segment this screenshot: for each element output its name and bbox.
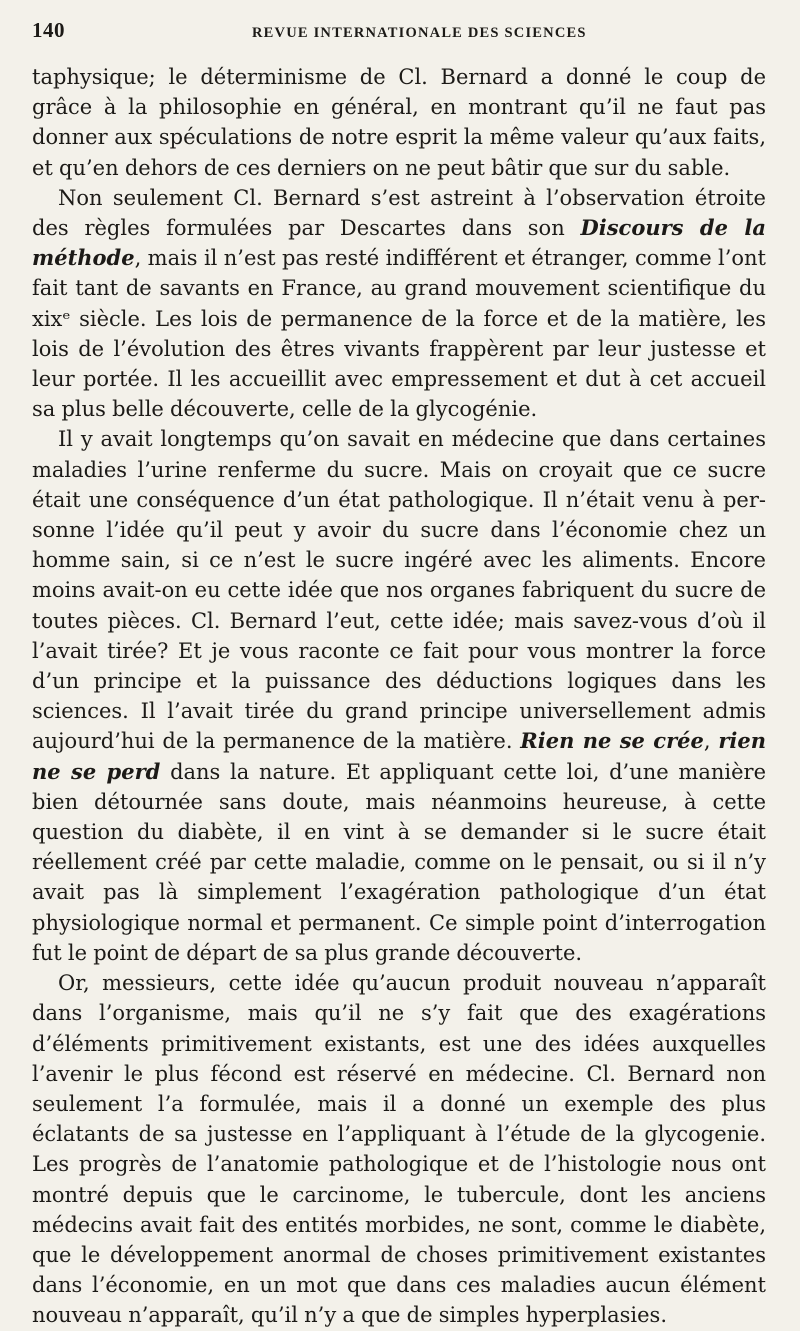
paragraph-2 [32, 183, 766, 425]
page-header [32, 18, 766, 48]
body-text [32, 62, 766, 1331]
paragraph-1 [32, 62, 766, 183]
paragraph-text: , mais il n’est pas resté indifférent et étranger, comme l’ont fait tant de savants en France, au grand mouvement scientifique du xixᵉ siècle. Les lois de permanence de la force et de la matière, les lois de l’évolution des êtres vivants frappèrent par leur justesse et leur portée. Il les accueillit avec empressement et dut à cet accueil sa plus belle découverte, celle de la glycogénie. [32, 246, 766, 422]
paragraph-text: taphysique; le déterminisme de Cl. Bernard a donné le coup de grâce à la philosophie en général, en montrant qu’il ne faut pas donner aux spéculations de notre esprit la même valeur qu’aux faits, et qu’en dehors de ces derniers on ne peut bâtir que sur du sable. [32, 65, 766, 180]
running-title: REVUE INTERNATIONALE DES SCIENCES [252, 25, 587, 41]
paragraph-3 [32, 424, 766, 968]
paragraph-4 [32, 968, 766, 1330]
book-title-italic: Discours de la méthode [32, 215, 766, 271]
paragraph-text: , [703, 729, 719, 754]
paragraph-text: Or, messieurs, cette idée qu’aucun produit nouveau n’apparaît dans l’organisme, mais qu’il ne s’y fait que des exagérations d’éléments primitivement existants, est une des idées auxquelles l’avenir le plus fécond est réservé en médecine. Cl. Bernard non seulement l’a formulée, mais il a donné un exemple des plus éclatants de sa justesse en l’appliquant à l’étude de la glycogenie. Les progrès de l’anatomie pathologique et de l’histologie nous ont montré depuis que le carcinome, le tubercule, dont les anciens médecins avait fait des entités morbides, ne sont, comme le diabète, que le développement anormal de choses primitivement existantes dans l’économie, en un mot que dans ces maladies aucun élément nouveau n’apparaît, qu’il n’y a que de simples hyperplasies. [32, 971, 766, 1328]
page-number: 140 [32, 18, 65, 42]
italic-phrase: rien ne se perd [32, 728, 766, 784]
paragraph-text: Non seulement Cl. Bernard s’est astreint à l’observation étroite des règles formulées par Descartes dans son [32, 185, 766, 241]
paragraph-text: Il y avait longtemps qu’on savait en médecine que dans certaines maladies l’urine renferme du sucre. Mais on croyait que ce sucre était une conséquence d’un état pathologique. Il n’était venu à personne l’idée qu’il peut y avoir du sucre dans l’économie chez un homme sain, si ce n’est le sucre ingéré avec les aliments. Encore moins avait-on eu cette idée que nos organes fabriquent du sucre de toutes pièces. Cl. Bernard l’eut, cette idée; mais savez-vous d’où il l’avait tirée? Et je vous raconte ce fait pour vous montrer la force d’un principe et la puissance des déductions logiques dans les sciences. Il l’avait tirée du grand principe universellement admis aujourd’hui de la permanence de la matière. [32, 427, 766, 754]
paragraph-text: dans la nature. Et appliquant cette loi, d’une manière bien détournée sans doute, mais néanmoins heureuse, à cette question du diabète, il en vint à se demander si le sucre était réellement créé par cette maladie, comme on le pensait, ou si il n’y avait pas là simplement l’exagération pathologique d’un état physiologique normal et permanent. Ce simple point d’interrogation fut le point de départ de sa plus grande découverte. [32, 759, 767, 965]
italic-phrase: Rien ne se crée [520, 728, 704, 754]
